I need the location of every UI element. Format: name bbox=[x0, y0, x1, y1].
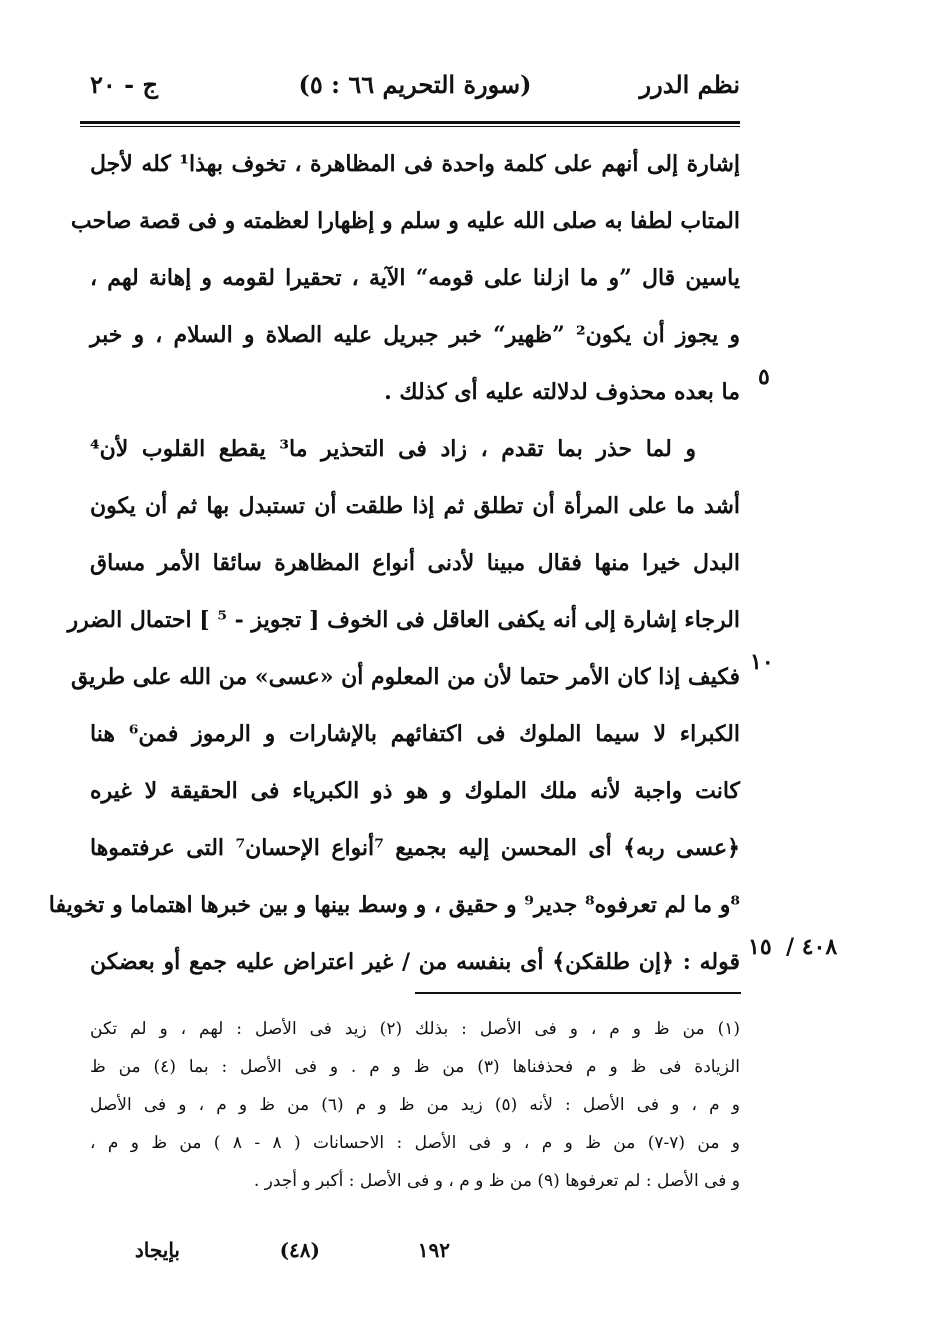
text-line: الرجاء إشارة إلى أنه يكفى العاقل فى الخوف [ تجويز - ⁵ ] احتمال الضرر bbox=[67, 607, 740, 633]
page-number: ١٩٢ bbox=[417, 1238, 450, 1262]
text-line: ﴿عسى ربه﴾ أى المحسن إليه بجميع ⁷أنواع الإحسان⁷ التى عرفتموها bbox=[90, 835, 741, 861]
book-title: نظم الدرر bbox=[639, 70, 740, 99]
footnote-line: (١) من ظ و م ، و فى الأصل : بذلك (٢) زيد فى الأصل : لهم ، و لم تكن bbox=[90, 1019, 740, 1039]
text-line: فكيف إذا كان الأمر حتما لأن من المعلوم أن «عسى» من الله على طريق bbox=[70, 664, 740, 690]
header-rule-thin bbox=[80, 126, 740, 127]
footnote-line: الزيادة فى ظ و م فحذفناها (٣) من ظ و م . و فى الأصل : بما (٤) من ظ bbox=[90, 1057, 740, 1077]
main-text bbox=[48, 136, 741, 991]
line-number-5: ٥ bbox=[758, 364, 770, 390]
signature-number: (٤٨) bbox=[279, 1238, 320, 1262]
manuscript-folio-ref: ٤٠٨ / bbox=[786, 934, 838, 960]
footnote-rule bbox=[415, 992, 741, 994]
line-number-15: ١٥ bbox=[748, 934, 772, 960]
text-line: المتاب لطفا به صلى الله عليه و سلم و إظهارا لعظمته و فى قصة صاحب bbox=[70, 208, 740, 234]
header-rule bbox=[80, 121, 740, 124]
text-line: أشد ما على المرأة أن تطلق ثم إذا طلقت أن تستبدل بها ثم أن يكون bbox=[90, 493, 740, 519]
page-footer bbox=[90, 1238, 740, 1272]
running-header bbox=[90, 70, 740, 110]
text-line: البدل خيرا منها فقال مبينا لأدنى أنواع المظاهرة سائقا الأمر مساق bbox=[90, 550, 740, 576]
text-line: ⁸و ما لم تعرفوه⁸ جدير⁹ و حقيق ، و وسط بينها و بين خبرها اهتماما و تخويفا bbox=[48, 892, 740, 918]
footnote-line: و من (٧-٧) من ظ و م ، و فى الأصل : الاحسانات ( ٨ - ٨ ) من ظ و م ، bbox=[90, 1133, 741, 1153]
volume-number: ج - ٢٠ bbox=[90, 70, 158, 99]
text-line: ياسين قال ”و ما ازلنا على قومه“ الآية ، تحقيرا لقومه و إهانة لهم ، bbox=[90, 265, 740, 291]
text-line: الكبراء لا سيما الملوك فى اكتفائهم بالإشارات و الرموز فمن⁶ هنا bbox=[90, 721, 740, 747]
text-line: و يجوز أن يكون² ”ظهير“ خبر جبريل عليه الصلاة و السلام ، و خبر bbox=[90, 322, 741, 348]
text-line: ما بعده محذوف لدلالته عليه أى كذلك . bbox=[384, 379, 740, 405]
footnotes bbox=[90, 1010, 740, 1200]
text-line: قوله : ﴿إن طلقكن﴾ أى بنفسه من / غير اعتراض عليه جمع أو بعضكن bbox=[90, 949, 740, 975]
text-line: كانت واجبة لأنه ملك الملوك و هو ذو الكبرياء فى الحقيقة لا غيره bbox=[90, 778, 740, 804]
footnote-line: و م ، و فى الأصل : لأنه (٥) زيد من ظ و م (٦) من ظ و م ، و فى الأصل bbox=[90, 1095, 741, 1115]
text-line: إشارة إلى أنهم على كلمة واحدة فى المظاهرة ، تخوف بهذا¹ كله لأجل bbox=[90, 151, 740, 177]
surah-reference: (سورة التحريم ٦٦ : ٥) bbox=[298, 70, 532, 99]
printer-signature: بإيجاد bbox=[134, 1238, 180, 1262]
footnote-line: و فى الأصل : لم تعرفوها (٩) من ظ و م ، و فى الأصل : أكبر و أجدر . bbox=[253, 1171, 740, 1191]
text-line: و لما حذر بما تقدم ، زاد فى التحذير ما³ يقطع القلوب لأن⁴ bbox=[90, 436, 697, 462]
line-number-10: ١٠ bbox=[750, 649, 774, 675]
